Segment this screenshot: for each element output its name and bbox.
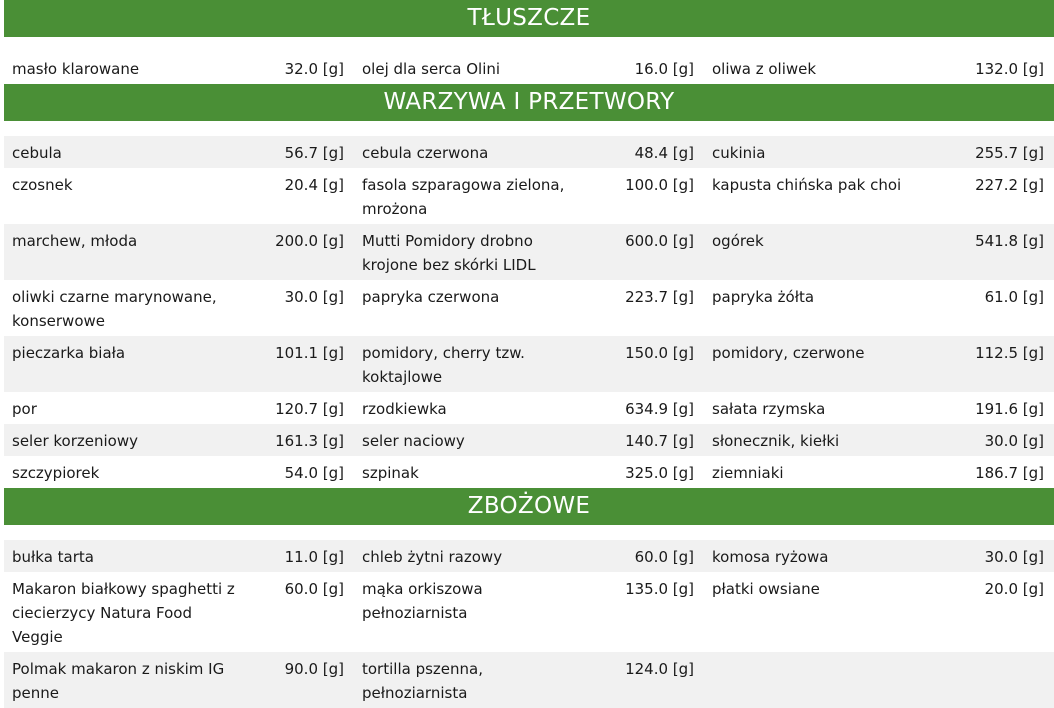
product-name: seler korzeniowy	[12, 432, 138, 450]
product-name: pieczarka biała	[12, 344, 126, 362]
product-cell	[4, 336, 354, 392]
product-quantity: 30.0 [g]	[984, 548, 1044, 566]
product-quantity: 634.9 [g]	[625, 400, 694, 418]
product-name: pomidory, czerwone	[712, 344, 865, 362]
product-cell	[354, 424, 704, 456]
product-quantity: 150.0 [g]	[625, 344, 694, 362]
product-cell	[4, 168, 354, 224]
spacer	[4, 37, 1054, 52]
product-name: kapusta chińska pak choi	[712, 176, 902, 194]
product-name: sałata rzymska	[712, 400, 826, 418]
product-cell	[704, 280, 1054, 336]
product-quantity: 140.7 [g]	[625, 432, 694, 450]
product-cell	[4, 52, 354, 84]
product-name: papryka żółta	[712, 288, 815, 306]
product-cell	[354, 280, 704, 336]
table-row	[4, 168, 1054, 224]
product-quantity: 16.0 [g]	[634, 60, 694, 78]
product-quantity: 186.7 [g]	[975, 464, 1044, 482]
product-name: fasola szparagowa zielona, mrożona	[362, 176, 565, 218]
product-cell	[354, 52, 704, 84]
product-quantity: 191.6 [g]	[975, 400, 1044, 418]
product-cell	[354, 136, 704, 168]
spacer	[4, 525, 1054, 540]
product-name: Polmak makaron z niskim IG penne	[12, 660, 225, 702]
table-row	[4, 540, 1054, 572]
product-cell	[354, 392, 704, 424]
product-quantity: 200.0 [g]	[275, 232, 344, 250]
product-name: płatki owsiane	[712, 580, 820, 598]
product-cell	[4, 540, 354, 572]
product-name: marchew, młoda	[12, 232, 138, 250]
product-cell	[4, 280, 354, 336]
product-cell	[354, 572, 704, 652]
product-name: rzodkiewka	[362, 400, 447, 418]
product-name: seler naciowy	[362, 432, 465, 450]
product-quantity: 54.0 [g]	[284, 464, 344, 482]
product-name: ziemniaki	[712, 464, 784, 482]
product-quantity: 227.2 [g]	[975, 176, 1044, 194]
product-quantity: 600.0 [g]	[625, 232, 694, 250]
product-quantity: 61.0 [g]	[984, 288, 1044, 306]
product-cell	[4, 424, 354, 456]
table-row	[4, 456, 1054, 488]
table-row	[4, 224, 1054, 280]
product-cell	[704, 424, 1054, 456]
product-quantity: 20.4 [g]	[284, 176, 344, 194]
product-cell	[704, 652, 1054, 708]
product-quantity: 32.0 [g]	[284, 60, 344, 78]
product-quantity: 101.1 [g]	[275, 344, 344, 362]
table-row	[4, 424, 1054, 456]
product-cell	[704, 224, 1054, 280]
section-header-warzywa: WARZYWA I PRZETWORY	[4, 84, 1054, 121]
product-name: cukinia	[712, 144, 766, 162]
product-quantity: 30.0 [g]	[284, 288, 344, 306]
product-cell	[354, 168, 704, 224]
table-row	[4, 136, 1054, 168]
product-quantity: 223.7 [g]	[625, 288, 694, 306]
product-cell	[354, 652, 704, 708]
product-quantity: 124.0 [g]	[625, 660, 694, 678]
product-quantity: 20.0 [g]	[984, 580, 1044, 598]
product-quantity: 255.7 [g]	[975, 144, 1044, 162]
product-quantity: 90.0 [g]	[284, 660, 344, 678]
product-cell	[704, 336, 1054, 392]
product-cell	[704, 456, 1054, 488]
product-name: cebula czerwona	[362, 144, 489, 162]
product-name: masło klarowane	[12, 60, 140, 78]
table-row	[4, 336, 1054, 392]
product-name: oliwa z oliwek	[712, 60, 817, 78]
product-cell	[354, 336, 704, 392]
product-name: olej dla serca Olini	[362, 60, 501, 78]
table-row	[4, 392, 1054, 424]
product-cell	[704, 540, 1054, 572]
product-name: czosnek	[12, 176, 73, 194]
product-cell	[4, 456, 354, 488]
product-name: bułka tarta	[12, 548, 94, 566]
product-cell	[4, 652, 354, 708]
product-name: tortilla pszenna, pełnoziarnista	[362, 660, 483, 702]
product-name: komosa ryżowa	[712, 548, 829, 566]
product-cell	[4, 136, 354, 168]
product-name: cebula	[12, 144, 62, 162]
product-name: szpinak	[362, 464, 419, 482]
product-quantity: 30.0 [g]	[984, 432, 1044, 450]
product-cell	[4, 224, 354, 280]
product-quantity: 60.0 [g]	[284, 580, 344, 598]
product-cell	[704, 572, 1054, 652]
table-row	[4, 652, 1054, 708]
product-quantity: 60.0 [g]	[634, 548, 694, 566]
product-name: szczypiorek	[12, 464, 100, 482]
product-name: Mutti Pomidory drobno krojone bez skórki LIDL	[362, 232, 536, 274]
spacer	[4, 121, 1054, 136]
product-cell	[704, 136, 1054, 168]
product-name: papryka czerwona	[362, 288, 500, 306]
product-quantity: 11.0 [g]	[284, 548, 344, 566]
product-quantity: 112.5 [g]	[975, 344, 1044, 362]
product-name: ogórek	[712, 232, 764, 250]
table-row	[4, 280, 1054, 336]
table-row	[4, 572, 1054, 652]
product-cell	[354, 540, 704, 572]
product-quantity: 541.8 [g]	[975, 232, 1044, 250]
product-cell	[704, 392, 1054, 424]
product-name: por	[12, 400, 37, 418]
product-quantity: 132.0 [g]	[975, 60, 1044, 78]
section-header-tluszcze: TŁUSZCZE	[4, 0, 1054, 37]
product-quantity: 325.0 [g]	[625, 464, 694, 482]
product-cell	[4, 392, 354, 424]
product-name: pomidory, cherry tzw. koktajlowe	[362, 344, 525, 386]
product-quantity: 161.3 [g]	[275, 432, 344, 450]
product-cell	[704, 52, 1054, 84]
product-quantity: 56.7 [g]	[284, 144, 344, 162]
product-quantity: 120.7 [g]	[275, 400, 344, 418]
product-quantity: 135.0 [g]	[625, 580, 694, 598]
product-name: oliwki czarne marynowane, konserwowe	[12, 288, 217, 330]
product-quantity: 48.4 [g]	[634, 144, 694, 162]
product-name: mąka orkiszowa pełnoziarnista	[362, 580, 483, 622]
product-name: chleb żytni razowy	[362, 548, 503, 566]
table-row	[4, 52, 1054, 84]
product-cell	[704, 168, 1054, 224]
section-header-zbozowe: ZBOŻOWE	[4, 488, 1054, 525]
product-name: słonecznik, kiełki	[712, 432, 840, 450]
product-cell	[4, 572, 354, 652]
product-cell	[354, 456, 704, 488]
product-name: Makaron białkowy spaghetti z ciecierzycy Natura Food Veggie	[12, 580, 235, 646]
product-cell	[354, 224, 704, 280]
product-quantity: 100.0 [g]	[625, 176, 694, 194]
